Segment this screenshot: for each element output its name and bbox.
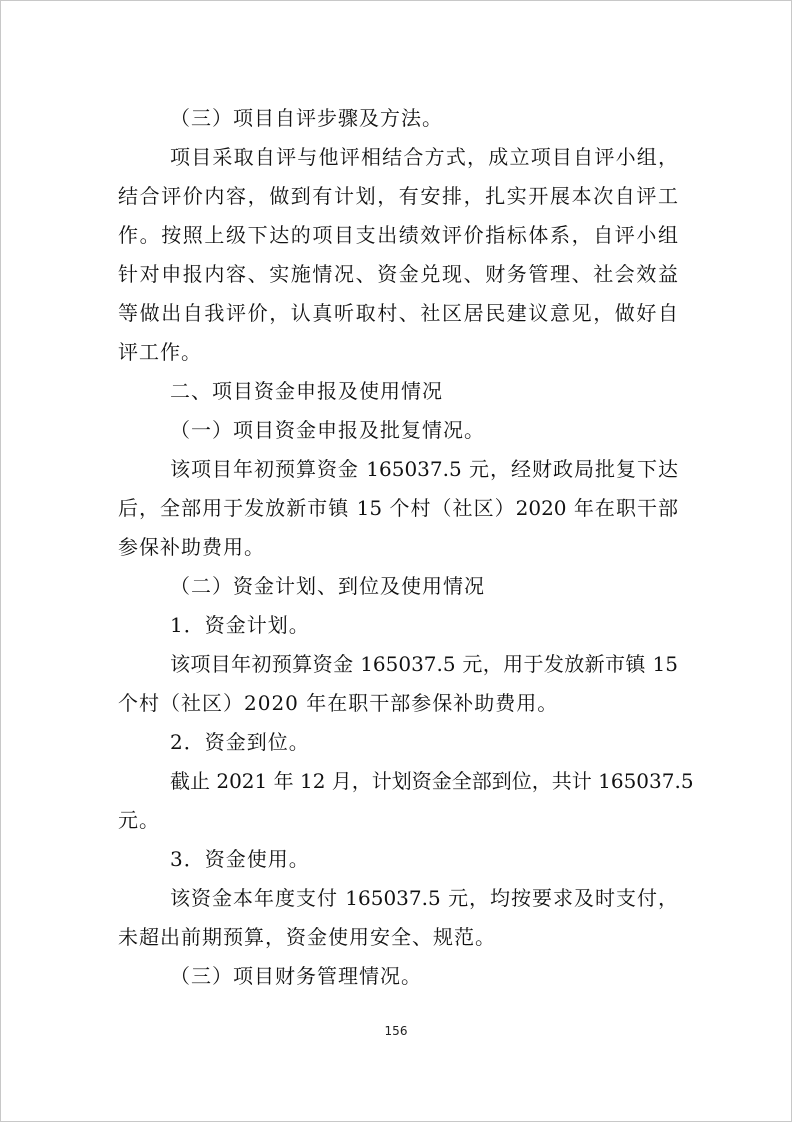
paragraph-line: 未超出前期预算，资金使用安全、规范。: [118, 925, 496, 949]
paragraph-line: 项目采取自评与他评相结合方式，成立项目自评小组，: [170, 145, 678, 169]
page-number: 156: [384, 1024, 408, 1038]
paragraph-line: 该项目年初预算资金 165037.5 元，用于发放新市镇 15: [170, 652, 678, 676]
paragraph-line: 元。: [118, 808, 160, 832]
paragraph-line: 后，全部用于发放新市镇 15 个村（社区）2020 年在职干部: [118, 496, 678, 520]
subsection-heading-application-approval: （一）项目资金申报及批复情况。: [170, 418, 485, 442]
paragraph-line: 该项目年初预算资金 165037.5 元，经财政局批复下达: [170, 457, 678, 481]
paragraph-line: 作。按照上级下达的项目支出绩效评价指标体系，自评小组: [118, 223, 678, 247]
item-heading-fund-arrival: 2．资金到位。: [170, 730, 310, 754]
subsection-heading-fund-plan-usage: （二）资金计划、到位及使用情况: [170, 574, 485, 598]
paragraph-line: 评工作。: [118, 340, 202, 364]
item-heading-fund-use: 3．资金使用。: [170, 847, 310, 871]
paragraph-line: 针对申报内容、实施情况、资金兑现、财务管理、社会效益: [118, 262, 678, 286]
subsection-heading-financial-management: （三）项目财务管理情况。: [170, 964, 422, 988]
item-heading-fund-plan: 1．资金计划。: [170, 613, 310, 637]
paragraph-line: 个村（社区）2020 年在职干部参保补助费用。: [118, 691, 559, 715]
paragraph-line: 结合评价内容，做到有计划，有安排，扎实开展本次自评工: [118, 184, 678, 208]
section-heading-self-evaluation-steps: （三）项目自评步骤及方法。: [170, 106, 443, 130]
section-heading-fund-application: 二、项目资金申报及使用情况: [170, 379, 443, 403]
paragraph-line: 等做出自我评价，认真听取村、社区居民建议意见，做好自: [118, 301, 678, 325]
paragraph-line: 截止 2021 年 12 月，计划资金全部到位，共计 165037.5: [170, 769, 694, 793]
paragraph-line: 该资金本年度支付 165037.5 元，均按要求及时支付，: [170, 886, 678, 910]
paragraph-line: 参保补助费用。: [118, 535, 265, 559]
